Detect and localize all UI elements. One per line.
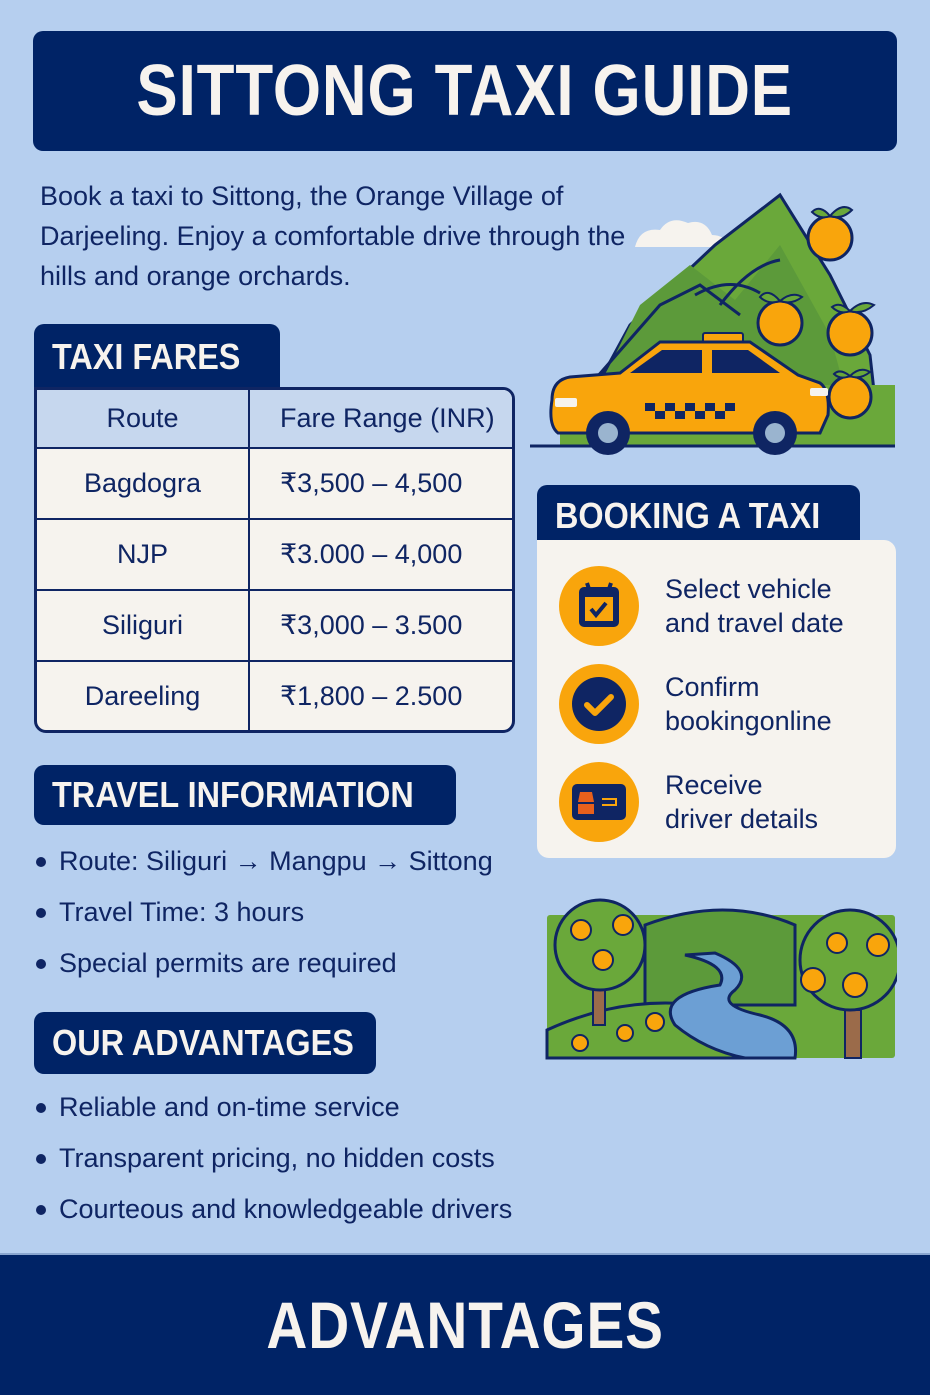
booking-steps-card (537, 540, 896, 858)
travel-info-heading (34, 765, 456, 825)
title-banner (33, 31, 897, 151)
footer-title: ADVANTAGES (266, 1288, 664, 1362)
table-row (37, 590, 512, 661)
advantages-heading (34, 1012, 376, 1074)
step-line: Select vehicle (665, 574, 832, 604)
table-row (37, 519, 512, 590)
taxi-fares-heading-text: TAXI FARES (52, 336, 241, 377)
page-title: SITTONG TAXI GUIDE (136, 51, 794, 131)
fare-cell: ₹3.000 – 4,000 (249, 519, 512, 590)
footer-banner (0, 1253, 930, 1395)
check-circle-icon (559, 664, 639, 744)
advantages-list (34, 1082, 512, 1235)
column-header-route: Route (37, 390, 249, 448)
booking-step-label (665, 768, 818, 836)
list-item (34, 1082, 512, 1133)
fares-table (34, 387, 515, 733)
list-item (34, 1184, 512, 1235)
step-line: driver details (665, 804, 819, 834)
route-cell: NJP (37, 519, 249, 590)
bullet-icon (36, 908, 46, 918)
table-header-row (37, 390, 512, 448)
bullet-icon (36, 1154, 46, 1164)
list-item-text: Special permits are required (59, 948, 397, 978)
list-item-text: Route: Siliguri → Mangpu → Sittong (59, 846, 493, 876)
booking-heading (537, 485, 860, 547)
route-cell: Dareeling (37, 661, 249, 730)
booking-heading-text: BOOKING A TAXI (555, 495, 821, 536)
list-item-text: Courteous and knowledgeable drivers (59, 1194, 513, 1224)
route-cell: Siliguri (37, 590, 249, 661)
fare-cell: ₹3,500 – 4,500 (249, 448, 512, 519)
booking-step-label (665, 572, 844, 640)
booking-step-receive (559, 762, 818, 842)
route-cell: Bagdogra (37, 448, 249, 519)
calendar-check-icon (559, 566, 639, 646)
taxi-hills-illustration (530, 185, 910, 465)
bullet-icon (36, 857, 46, 867)
step-line: Confirm (665, 672, 760, 702)
bullet-icon (36, 1103, 46, 1113)
fare-cell: ₹3,000 – 3.500 (249, 590, 512, 661)
list-item-text: Travel Time: 3 hours (59, 897, 305, 927)
fare-cell: ₹1,800 – 2.500 (249, 661, 512, 730)
travel-info-list (34, 836, 493, 989)
list-item (34, 1133, 512, 1184)
column-header-fare: Fare Range (INR) (249, 390, 512, 448)
table-row (37, 661, 512, 730)
taxi-fares-heading (34, 324, 280, 390)
booking-step-select (559, 566, 844, 646)
step-line: bookingonline (665, 706, 832, 736)
list-item-text: Transparent pricing, no hidden costs (59, 1143, 495, 1173)
list-item (34, 887, 493, 938)
step-line: and travel date (665, 608, 844, 638)
booking-step-label (665, 670, 832, 738)
bullet-icon (36, 1205, 46, 1215)
table-row (37, 448, 512, 519)
travel-info-heading-text: TRAVEL INFORMATION (52, 774, 414, 815)
orchard-river-illustration (545, 885, 897, 1060)
id-card-icon (559, 762, 639, 842)
intro-text: Book a taxi to Sittong, the Orange Village of Darjeeling. Enjoy a comfortable drive through the hills and orange orchards. (40, 181, 626, 291)
advantages-heading-text: OUR ADVANTAGES (52, 1022, 354, 1063)
list-item (34, 938, 493, 989)
list-item-text: Reliable and on-time service (59, 1092, 400, 1122)
booking-step-confirm (559, 664, 832, 744)
list-item (34, 836, 493, 887)
bullet-icon (36, 959, 46, 969)
step-line: Receive (665, 770, 763, 800)
